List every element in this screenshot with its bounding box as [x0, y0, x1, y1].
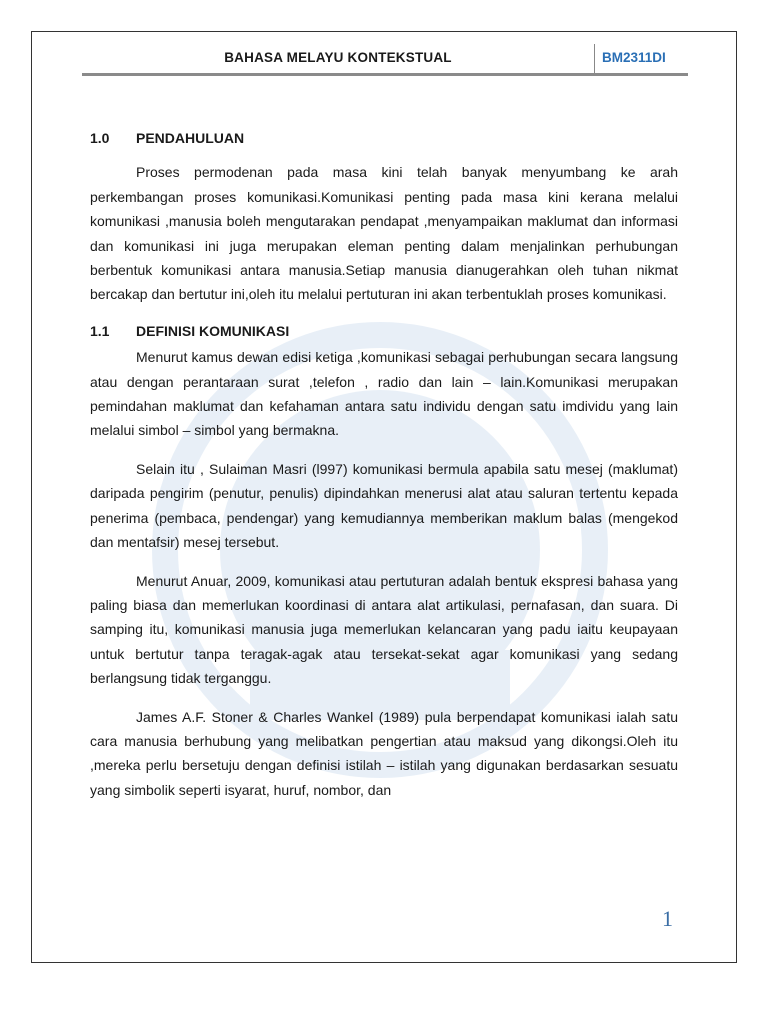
paragraph: Menurut kamus dewan edisi ketiga ,komunikasi sebagai perhubungan secara langsung atau dengan perantaraan surat ,telefon , radio dan lain – lain.Komunikasi merupakan pemindahan maklumat dan kefahaman antara satu individu dengan satu imdividu yang lain melalui simbol – simbol yang bermakna. [90, 349, 678, 439]
section-title: DEFINISI KOMUNIKASI [136, 322, 290, 339]
paragraph: Proses permodenan pada masa kini telah banyak menyumbang ke arah perkembangan proses komunikasi.Komunikasi penting pada masa kini kerana melalui komunikasi ,manusia boleh mengutarakan pendapat ,menyampaikan maklumat dan informasi dan komunikasi ini juga merupakan eleman penting dalam menjalinkan perhubungan berbentuk komunikasi antara manusia.Setiap manusia dianugerahkan oleh tuhan nikmat bercakap dan bertutur ini,oleh itu melalui pertuturan ini akan terbentuklah proses komunikasi. [90, 164, 678, 303]
section-heading-definisi [90, 319, 678, 343]
header-title: BAHASA MELAYU KONTEKSTUAL [224, 50, 452, 65]
paragraph: Menurut Anuar, 2009, komunikasi atau pertuturan adalah bentuk ekspresi bahasa yang paling biasa dan memerlukan koordinasi di antara alat artikulasi, pernafasan, dan suara. Di samping itu, komunikasi manusia juga memerlukan kelancaran yang padu iaitu keupayaan untuk bertutur tanpa teragak-agak atau tersekat-sekat agar komunikasi yang sedang berlangsung tidak terganggu. [90, 572, 678, 687]
paragraph: Selain itu , Sulaiman Masri (l997) komunikasi bermula apabila satu mesej (maklumat) daripada pengirim (penutur, penulis) dipindahkan menerusi alat atau saluran tertentu kepada penerima (pembaca, pendengar) yang kemudiannya memberikan maklum balas (mengekod dan mentafsir) mesej tersebut. [90, 460, 678, 551]
course-code: BM2311DI [602, 50, 666, 65]
section-heading-pendahuluan [90, 126, 678, 150]
header-divider [594, 44, 595, 76]
document-body [90, 126, 678, 802]
section-title: PENDAHULUAN [136, 130, 245, 146]
section-number: 1.1 [90, 322, 110, 339]
page-number: 1 [662, 906, 673, 931]
section-number: 1.0 [90, 130, 110, 146]
paragraph: James A.F. Stoner & Charles Wankel (1989) pula berpendapat komunikasi ialah satu cara manusia berhubung yang melibatkan pengertian atau maksud yang dikongsi.Oleh itu ,mereka perlu bersetuju dengan definisi istilah – istilah yang digunakan berdasarkan sesuatu yang simbolik seperti isyarat, huruf, nombor, dan [90, 708, 678, 798]
header-rule [82, 73, 688, 76]
